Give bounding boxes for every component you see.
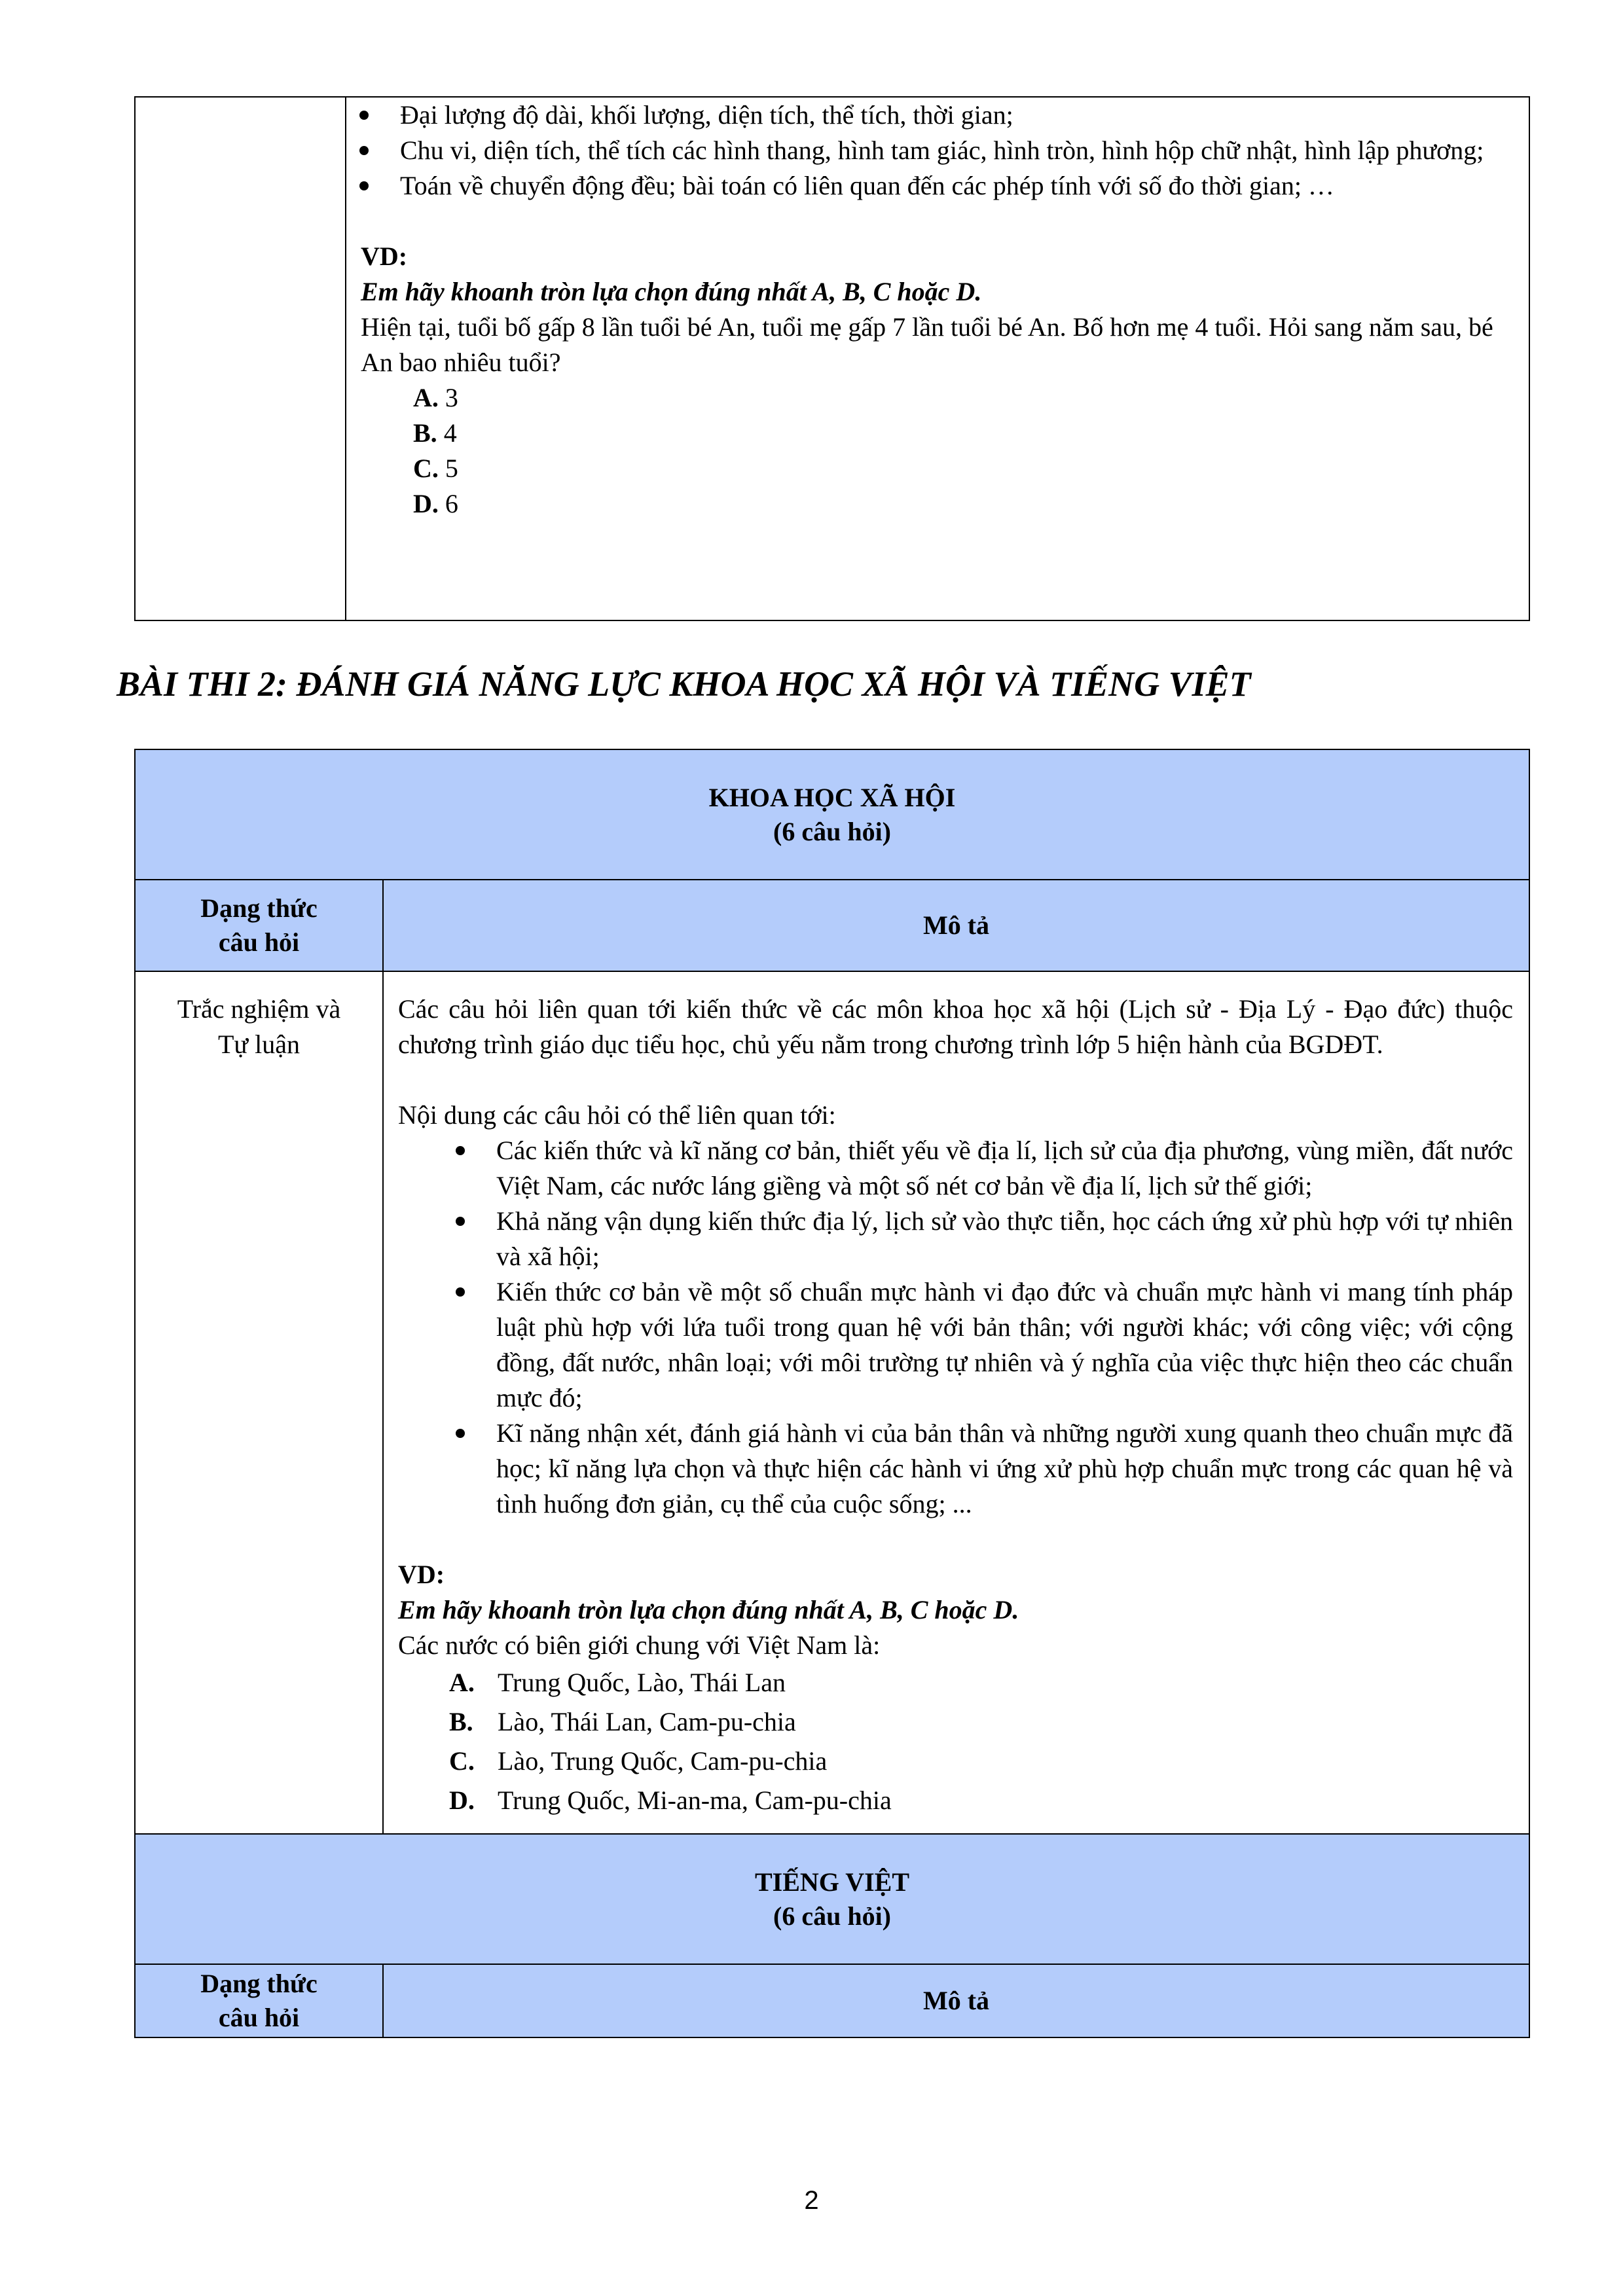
tv-section-header [135,1834,1529,1964]
list-item: Các kiến thức và kĩ năng cơ bản, thiết yếu về địa lí, lịch sử của địa phương, vùng miền, đất nước Việt Nam, các nước láng giềng và một số nét cơ bản về địa lí, lịch sử thế giới; [444,1133,1513,1204]
khxh-tv-table [134,749,1530,2038]
description-cell [383,971,1529,1834]
col-header-description: Mô tả [383,880,1529,971]
khxh-section-header [135,749,1529,880]
list-item: Đại lượng độ dài, khối lượng, diện tích, thể tích, thời gian; [348,98,1516,133]
answer-option: B. 4 [413,418,457,448]
khxh-subtitle: (6 câu hỏi) [773,816,891,846]
example-label: VD: [398,1560,445,1589]
col-header-description: Mô tả [383,1964,1529,2037]
content-intro: Nội dung các câu hỏi có thể liên quan tới: [398,1100,836,1130]
description-cell [346,97,1529,620]
topic-list [398,1133,1513,1522]
list-item: Khả năng vận dụng kiến thức địa lý, lịch sử vào thực tiễn, học cách ứng xử phù hợp với tự nhiên và xã hội; [444,1204,1513,1274]
answer-options [361,380,1516,522]
answer-option: B. Lào, Thái Lan, Cam-pu-chia [449,1707,796,1736]
example-instruction: Em hãy khoanh tròn lựa chọn đúng nhất A, B, C hoặc D. [361,277,982,306]
tv-subtitle: (6 câu hỏi) [773,1901,891,1931]
list-item: Kĩ năng nhận xét, đánh giá hành vi của bản thân và những người xung quanh theo chuẩn mực đã học; kĩ năng lựa chọn và thực hiện các hành vi ứng xử phù hợp chuẩn mực trong các quan hệ và tình huống đơn giản, cụ thể của cuộc sống; ... [444,1416,1513,1522]
example-label: VD: [361,242,408,271]
format-cell-empty [135,97,346,620]
example-question: Hiện tại, tuổi bố gấp 8 lần tuổi bé An, tuổi mẹ gấp 7 lần tuổi bé An. Bố hơn mẹ 4 tuổi. Hỏi sang năm sau, bé An bao nhiêu tuổi? [361,312,1493,377]
answer-option: A. 3 [413,383,458,412]
khxh-title: KHOA HỌC XÃ HỘI [708,782,956,812]
page-number: 2 [804,2186,819,2215]
example-question: Các nước có biên giới chung với Việt Nam là: [398,1630,881,1660]
math-continuation-table [134,96,1530,621]
format-cell: Trắc nghiệm và Tự luận [135,971,383,1834]
list-item: Toán về chuyển động đều; bài toán có liên quan đến các phép tính với số đo thời gian; … [348,168,1516,204]
answer-option: A. Trung Quốc, Lào, Thái Lan [449,1668,786,1697]
tv-title: TIẾNG VIỆT [754,1867,909,1897]
list-item: Chu vi, diện tích, thể tích các hình thang, hình tam giác, hình tròn, hình hộp chữ nhật, hình lập phương; [348,133,1516,168]
col-header-format: Dạng thức câu hỏi [135,1964,383,2037]
col-header-format: Dạng thức câu hỏi [135,880,383,971]
answer-options [398,1663,1513,1820]
section-heading: BÀI THI 2: ĐÁNH GIÁ NĂNG LỰC KHOA HỌC XÃ HỘI VÀ TIẾNG VIỆT [117,664,1251,704]
answer-option: C. Lào, Trung Quốc, Cam-pu-chia [449,1746,828,1776]
topic-list [348,98,1516,204]
answer-option: C. 5 [413,454,458,483]
answer-option: D. Trung Quốc, Mi-an-ma, Cam-pu-chia [449,1785,892,1815]
example-instruction: Em hãy khoanh tròn lựa chọn đúng nhất A, B, C hoặc D. [398,1595,1019,1624]
intro-paragraph: Các câu hỏi liên quan tới kiến thức về các môn khoa học xã hội (Lịch sử - Địa Lý - Đạo đức) thuộc chương trình giáo dục tiểu học, chủ yếu nằm trong chương trình lớp 5 hiện hành của BGDĐT. [398,994,1513,1059]
list-item: Kiến thức cơ bản về một số chuẩn mực hành vi đạo đức và chuẩn mực hành vi mang tính pháp luật phù hợp với lứa tuổi trong quan hệ với bản thân; với người khác; với công việc; với cộng đồng, đất nước, nhân loại; với môi trường tự nhiên và ý nghĩa của việc thực hiện theo các chuẩn mực đó; [444,1274,1513,1416]
answer-option: D. 6 [413,489,458,518]
